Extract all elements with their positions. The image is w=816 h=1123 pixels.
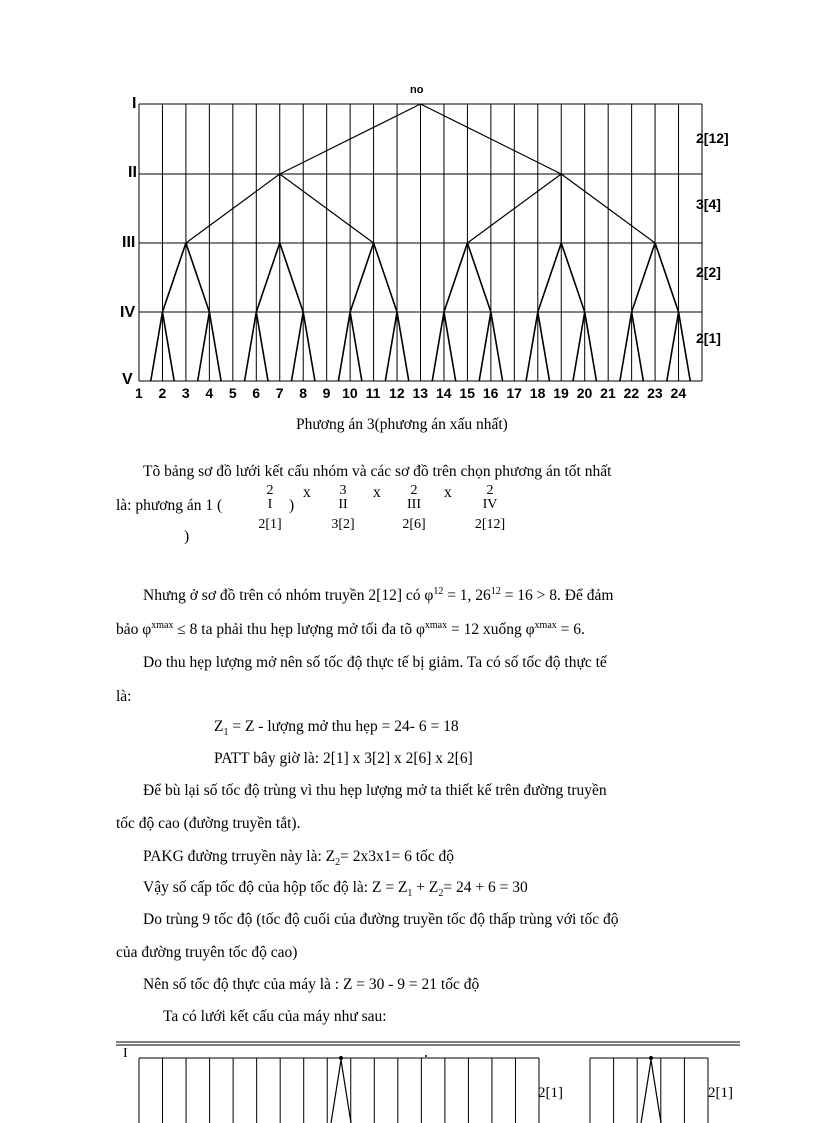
speed-number: 10 — [342, 385, 358, 401]
z1-a: Z — [214, 718, 224, 735]
speed-number: 6 — [252, 385, 261, 401]
shaft-label-i: I — [132, 95, 137, 112]
ray-line — [198, 312, 210, 381]
ray-line — [679, 312, 691, 381]
shaft-label-ii: II — [128, 164, 137, 181]
top-speed-label: no — [410, 84, 424, 96]
paragraph-8-line-1: Do trùng 9 tốc độ (tốc độ cuối của đường truyền tốc độ thấp trùng với tốc độ — [143, 911, 619, 928]
paragraph-2-sup-1: 12 — [433, 586, 444, 597]
ray-line — [655, 243, 678, 312]
ray-line — [479, 312, 491, 381]
paragraph-7 — [143, 879, 528, 899]
paragraph-5-line-2: tốc độ cao (đường truyền tắt). — [116, 815, 301, 832]
group-label-2-12: 2[12] — [696, 130, 729, 146]
z1-sub: 1 — [223, 727, 229, 739]
ray-line — [291, 312, 303, 381]
ray-line — [667, 312, 679, 381]
ray-line — [397, 312, 409, 381]
paragraph-7-b: + Z — [412, 879, 439, 896]
ray-line — [374, 243, 397, 312]
ray-line — [632, 312, 644, 381]
speed-number: 2 — [158, 385, 167, 401]
paragraph-7-sub-1: 1 — [407, 888, 413, 900]
bottom-group-label-right: 2[1] — [708, 1085, 733, 1101]
ray-line — [162, 243, 185, 312]
paragraph-4-line-1: Do thu hẹp lượng mở nên số tốc độ thực tế bị giảm. Ta có số tốc độ thực tế — [143, 654, 607, 671]
paragraph-7-sub-2: 2 — [438, 888, 444, 900]
ray-line — [256, 243, 279, 312]
ray-line — [151, 312, 163, 381]
group-label-3-4: 3[4] — [696, 196, 721, 212]
paragraph-3-sup-2: xmax — [424, 620, 448, 631]
paragraph-5-line-1: Để bù lại số tốc độ trùng vì thu hẹp lượng mở ta thiết kế trên đường truyền — [143, 782, 607, 799]
formula-bottom-2: 3[2] — [331, 517, 355, 532]
paragraph-2-b: = 1, 26 — [443, 587, 491, 605]
group-label-2-1: 2[1] — [696, 330, 721, 346]
shaft-label-iv: IV — [120, 304, 136, 321]
paragraph-6-sub: 2 — [335, 857, 341, 869]
speed-number: 3 — [181, 385, 190, 401]
paragraph-3 — [116, 620, 585, 639]
speed-number: 13 — [412, 385, 429, 401]
ray-line — [632, 243, 655, 312]
ray-line — [385, 312, 397, 381]
paragraph-2-c: = 16 > 8. Để đảm — [500, 587, 614, 605]
speed-number: 20 — [576, 385, 593, 401]
speed-number: 18 — [529, 385, 546, 401]
ray-line — [467, 243, 490, 312]
speed-number: 17 — [506, 385, 522, 401]
group-label-2-2: 2[2] — [696, 264, 721, 280]
speed-number: 1 — [135, 385, 143, 401]
bottom-shaft-label: I — [123, 1046, 128, 1061]
paragraph-2 — [143, 586, 613, 605]
paragraph-2-sup-2: 12 — [490, 586, 501, 597]
paragraph-6-b: = 2x3x1= 6 tốc độ — [340, 848, 455, 865]
formula-mid-4: IV — [482, 497, 498, 512]
ray-line — [585, 312, 597, 381]
speed-number: 19 — [553, 385, 569, 401]
ray-line — [350, 312, 362, 381]
ray-line — [573, 312, 585, 381]
formula-bottom-4: 2[12] — [474, 517, 506, 532]
ray-line — [280, 243, 303, 312]
ray-line — [491, 312, 503, 381]
speed-number: 9 — [322, 385, 331, 401]
paragraph-3-sup-3: xmax — [534, 620, 557, 631]
formula-bottom-1: 2[1] — [258, 517, 282, 532]
ray-line — [303, 312, 315, 381]
formula-times-2: x — [373, 484, 381, 501]
z1-b: = Z - lượng mở thu hẹp = 24- 6 = 18 — [228, 718, 459, 735]
paragraph-9: Nên số tốc độ thực của máy là : Z = 30 - 9 = 21 tốc độ — [143, 976, 480, 993]
paragraph-3-a: bảo φ — [116, 621, 152, 639]
speed-number: 24 — [670, 385, 687, 401]
formula-mid-1: I — [267, 497, 273, 512]
speed-number: 14 — [435, 385, 452, 401]
formula-top-3: 2 — [410, 483, 418, 498]
speed-number: 4 — [205, 385, 214, 401]
formula-top-2: 3 — [339, 483, 347, 498]
paragraph-7-a: Vậy số cấp tốc độ của hộp tốc độ là: Z = Z — [143, 879, 408, 896]
ray-line — [432, 312, 444, 381]
speed-network-diagram — [0, 0, 816, 420]
paragraph-4-line-2: là: — [116, 688, 132, 705]
formula-times-3: x — [444, 484, 452, 501]
formula-mid-3: III — [407, 497, 421, 512]
shaft-label-iii: III — [122, 234, 136, 251]
formula-mid-2: II — [338, 497, 348, 512]
formula-trailing-paren: ) — [184, 528, 190, 545]
speed-number: 15 — [459, 385, 475, 401]
paragraph-3-d: = 6. — [556, 621, 585, 639]
ray-line — [444, 243, 467, 312]
ray-line — [561, 243, 584, 312]
speed-number: 8 — [299, 385, 307, 401]
formula-bottom-3: 2[6] — [402, 517, 426, 532]
paragraph-8-line-2: của đường truyên tốc độ cao) — [116, 944, 298, 961]
ray-line — [256, 312, 268, 381]
formula-top-1: 2 — [266, 483, 274, 498]
speed-number: 12 — [389, 385, 405, 401]
paragraph-6-a: PAKG đường trruyền này là: Z — [143, 848, 336, 865]
paragraph-1-prefix: là: phương án 1 ( — [116, 497, 223, 514]
ray-line — [350, 243, 373, 312]
speed-number: 16 — [482, 385, 499, 401]
paragraph-6 — [143, 848, 454, 868]
speed-number: 7 — [275, 385, 284, 401]
speed-number: 5 — [228, 385, 237, 401]
paragraph-3-sup-1: xmax — [151, 620, 174, 631]
formula-times-1: x — [303, 484, 311, 501]
ray-line — [209, 312, 221, 381]
ray-line — [538, 312, 550, 381]
paragraph-1-line-2 — [116, 497, 222, 515]
ray-line — [186, 243, 209, 312]
ray-line — [162, 312, 174, 381]
z1-equation — [214, 718, 459, 738]
speed-number: 23 — [647, 385, 663, 401]
formula-close-paren: ) — [289, 497, 295, 514]
machine-structure-diagram — [0, 1030, 816, 1123]
shaft-label-v: V — [122, 371, 133, 388]
ray-line — [620, 312, 632, 381]
paragraph-3-b: ≤ 8 ta phải thu hẹp lượng mở tối đa tõ φ — [173, 621, 425, 639]
speed-number: 11 — [365, 385, 381, 401]
paragraph-1-line-1: Tõ bảng sơ đồ lưới kết cấu nhóm và các sơ đồ trên chọn phương án tốt nhất — [143, 463, 612, 480]
paragraph-7-c: = 24 + 6 = 30 — [443, 879, 528, 896]
ray-line — [245, 312, 257, 381]
ray-line — [526, 312, 538, 381]
speed-number: 22 — [623, 385, 640, 401]
paragraph-2-a: Nhưng ở sơ đồ trên có nhóm truyền 2[12] có φ — [143, 587, 434, 605]
patt-line: PATT bây giờ là: 2[1] x 3[2] x 2[6] x 2[6] — [214, 750, 473, 767]
bottom-group-label-left: 2[1] — [538, 1085, 563, 1101]
paragraph-3-c: = 12 xuống φ — [447, 621, 535, 639]
formula-top-4: 2 — [486, 483, 494, 498]
ray-line — [338, 312, 350, 381]
speed-number: 21 — [600, 385, 616, 401]
ray-line — [444, 312, 456, 381]
paragraph-10: Ta có lưới kết cấu của máy như sau: — [163, 1008, 387, 1025]
ray-line — [538, 243, 561, 312]
diagram-caption: Phương án 3(phương án xấu nhất) — [296, 416, 508, 433]
